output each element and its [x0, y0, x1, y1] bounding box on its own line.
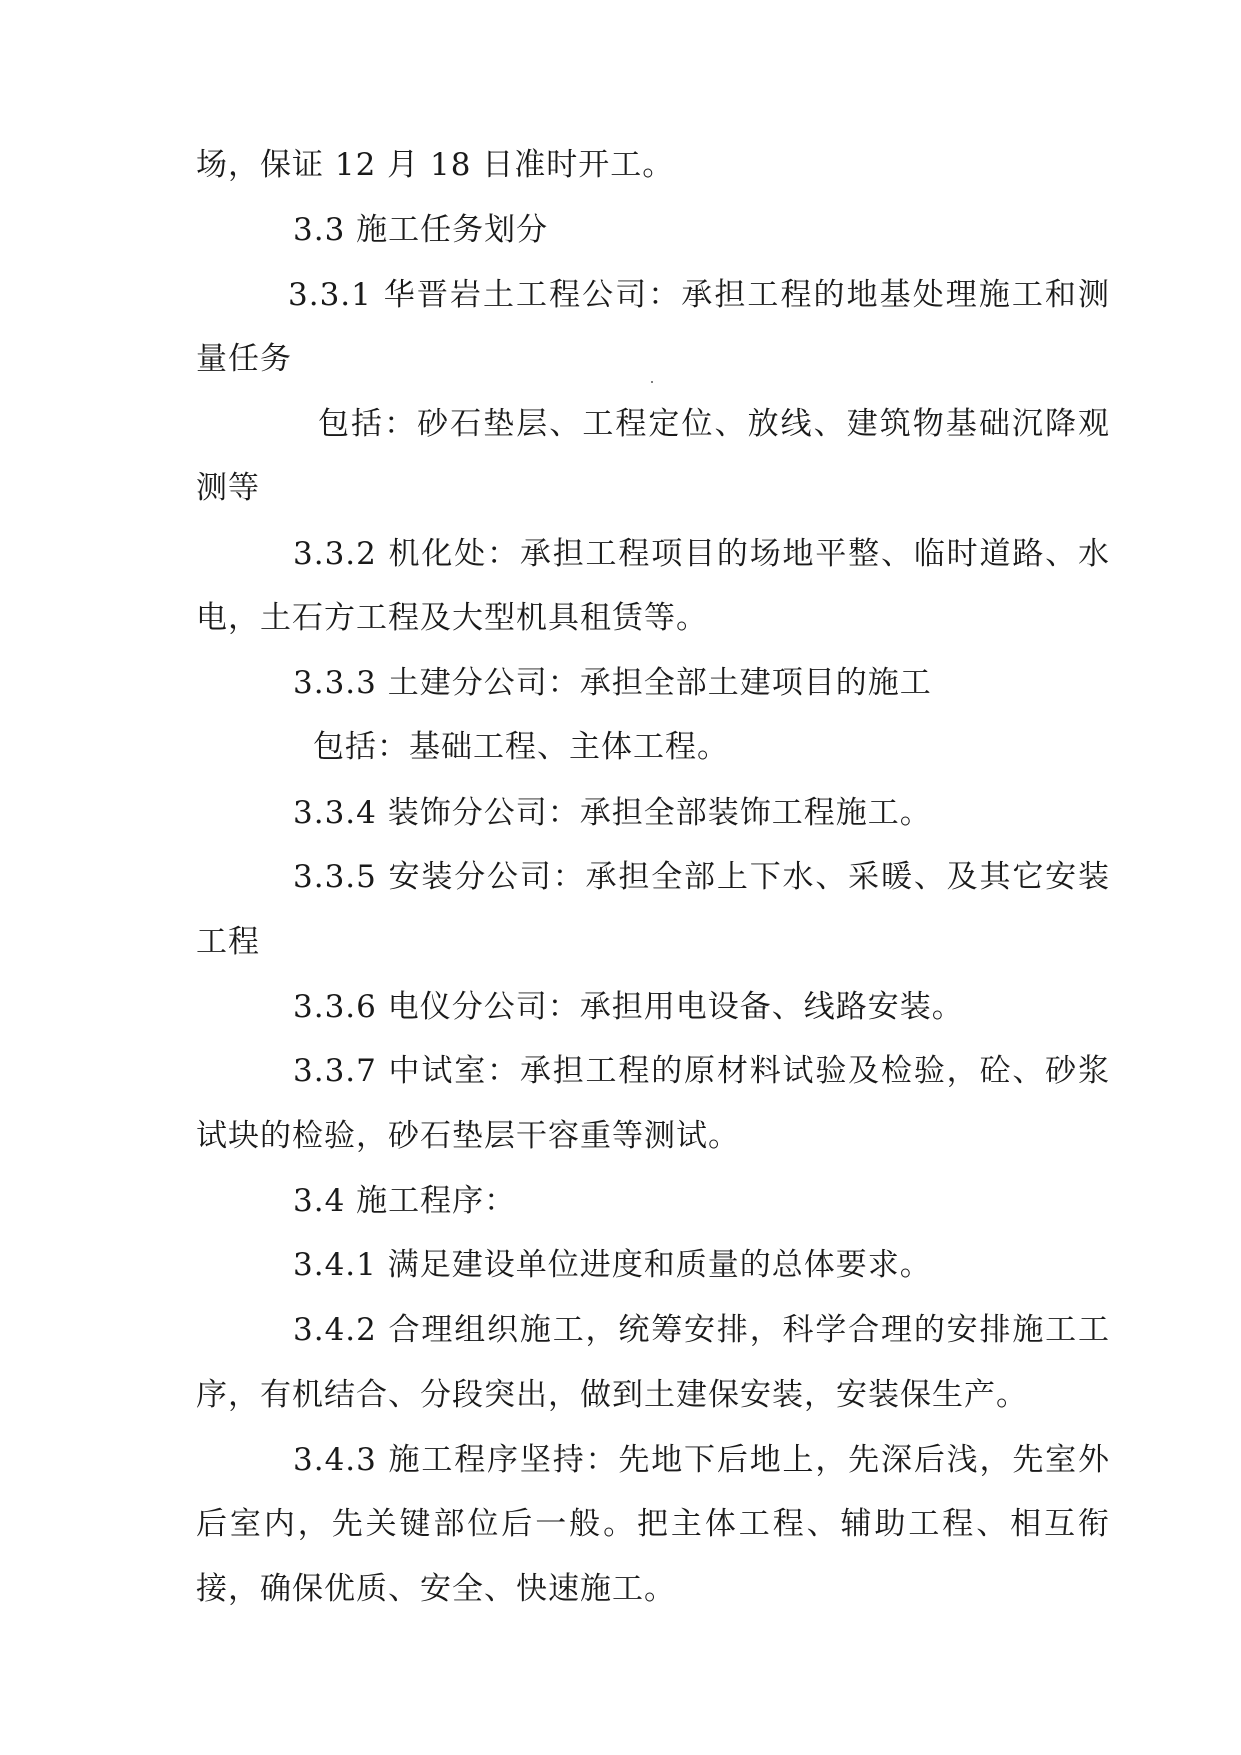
text-line: 包括：砂石垫层、工程定位、放线、建筑物基础沉降观: [318, 406, 1110, 442]
text-line: 试块的检验，砂石垫层干容重等测试。: [196, 1118, 740, 1154]
text-line: 量任务: [196, 341, 292, 377]
text-line: 3.3.1 华晋岩土工程公司：承担工程的地基处理施工和测: [288, 277, 1110, 313]
text-line: 3.3.3 土建分公司：承担全部土建项目的施工: [293, 665, 932, 701]
text-line: 接，确保优质、安全、快速施工。: [196, 1571, 676, 1607]
text-line: 电，土石方工程及大型机具租赁等。: [196, 600, 708, 636]
text-line: 后室内，先关键部位后一般。把主体工程、辅助工程、相互衔: [196, 1506, 1110, 1542]
text-line: 序，有机结合、分段突出，做到土建保安装，安装保生产。: [196, 1377, 1028, 1413]
text-line: 3.3.7 中试室：承担工程的原材料试验及检验，砼、砂浆: [293, 1053, 1110, 1089]
section-heading: 3.4 施工程序：: [293, 1183, 517, 1219]
text-line: 3.4.2 合理组织施工，统筹安排，科学合理的安排施工工: [293, 1312, 1110, 1348]
text-line: 3.3.2 机化处：承担工程项目的场地平整、临时道路、水: [293, 536, 1110, 572]
text-line: 3.4.1 满足建设单位进度和质量的总体要求。: [293, 1247, 932, 1283]
section-heading: 3.3 施工任务划分: [293, 212, 549, 248]
text-line: 工程: [196, 924, 260, 960]
text-line: 3.3.5 安装分公司：承担全部上下水、采暖、及其它安装: [293, 859, 1110, 895]
scan-speck: [651, 381, 653, 383]
text-line: 3.4.3 施工程序坚持：先地下后地上，先深后浅，先室外: [293, 1442, 1110, 1478]
text-line: 包括：基础工程、主体工程。: [313, 729, 729, 765]
text-line: 测等: [196, 470, 260, 506]
text-line: 3.3.4 装饰分公司：承担全部装饰工程施工。: [293, 795, 932, 831]
text-line: 场，保证 12 月 18 日准时开工。: [196, 147, 675, 183]
text-line: 3.3.6 电仪分公司：承担用电设备、线路安装。: [293, 989, 964, 1025]
